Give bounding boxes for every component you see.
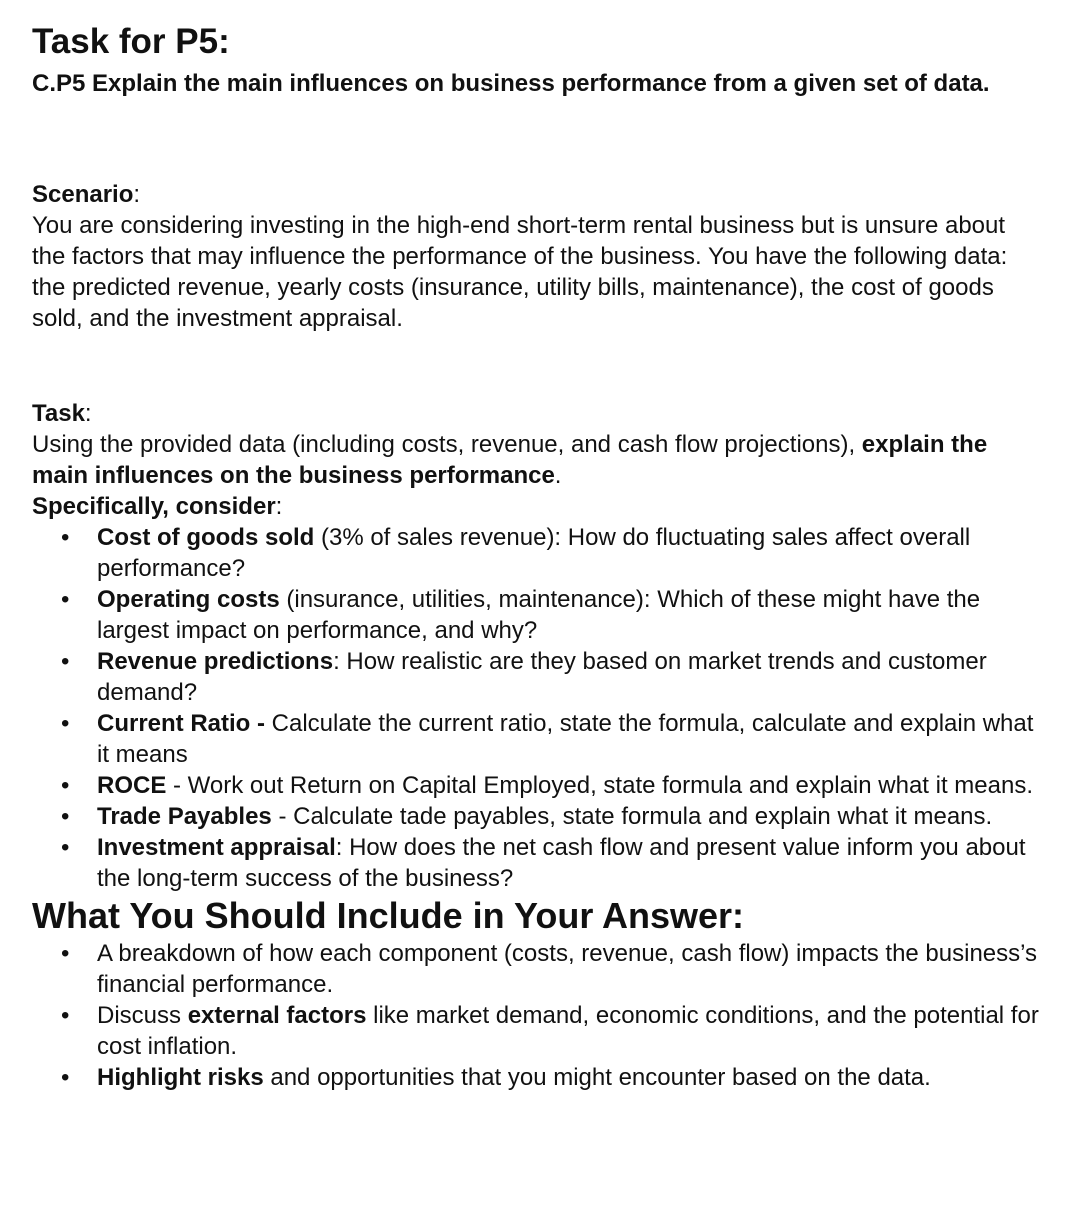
page-title: Task for P5:: [32, 22, 230, 61]
list-item-text: (3% of sales revenue): How do fluctuating sales affect overall performance?: [97, 524, 971, 582]
scenario-section: [32, 179, 1050, 334]
task-label: Task:: [32, 400, 92, 427]
scenario-text: You are considering investing in the high-end short-term rental business but is unsure about the factors that may influence the performance of the business. You have the following data: the predicted revenue, yearly costs (insurance, utility bills, maintenance), the cost of goods sold, and the investment appraisal.: [32, 212, 1008, 332]
list-item: • Discuss external factors like market demand, economic conditions, and the potential for cost inflation.: [61, 1002, 1039, 1060]
list-item: • Revenue predictions: How realistic are they based on market trends and customer demand?: [61, 648, 987, 706]
list-item: • A breakdown of how each component (costs, revenue, cash flow) impacts the business’s financial performance.: [61, 940, 1038, 998]
list-item-bold: Operating costs: [97, 586, 280, 613]
scenario-label: Scenario:: [32, 181, 141, 208]
task-section: [32, 398, 1050, 894]
list-item: • ROCE - Work out Return on Capital Employed, state formula and explain what it means.: [61, 772, 1033, 799]
list-item: • Investment appraisal: How does the net cash flow and present value inform you about the long-term success of the business?: [61, 834, 1026, 892]
consider-label: [32, 491, 1042, 522]
list-item: • Trade Payables - Calculate tade payables, state formula and explain what it means.: [61, 803, 993, 830]
criterion-heading: C.P5 Explain the main influences on business performance from a given set of data.: [32, 70, 990, 97]
consider-colon: :: [275, 493, 283, 520]
list-item-bold: Cost of goods sold: [97, 524, 315, 551]
task-intro-text: Using the provided data (including costs, revenue, and cash flow projections),: [32, 431, 856, 458]
list-item-text: and opportunities that you might encounter based on the data.: [263, 1064, 931, 1091]
include-heading: What You Should Include in Your Answer:: [32, 895, 745, 936]
list-item-text: - Work out Return on Capital Employed, state formula and explain what it means.: [166, 772, 1033, 799]
list-item-bold: Current Ratio -: [97, 710, 265, 737]
list-item-pre: Discuss: [97, 1002, 188, 1029]
list-item-bold: Highlight risks: [97, 1064, 264, 1091]
list-item-bold: Trade Payables: [97, 803, 272, 830]
list-item: • Highlight risks and opportunities that you might encounter based on the data.: [61, 1064, 931, 1091]
consider-list: [32, 522, 1050, 894]
task-intro-bold: explain the main influences on the business performance: [32, 431, 988, 489]
list-item-bold: Investment appraisal: [97, 834, 336, 861]
list-item-bold: external factors: [187, 1002, 367, 1029]
list-item-text: - Calculate tade payables, state formula and explain what it means.: [271, 803, 993, 830]
task-label-text: Task: [32, 400, 85, 427]
list-item-text: (insurance, utilities, maintenance): Which of these might have the largest impact on performance, and why?: [97, 586, 981, 644]
include-list: [32, 938, 1050, 1093]
consider-label-text: Specifically, consider: [32, 493, 276, 520]
task-intro-end: .: [554, 462, 562, 489]
list-item-text: : How does the net cash flow and present value inform you about the long-term success of the business?: [97, 834, 1026, 892]
list-item-text: Calculate the current ratio, state the formula, calculate and explain what it means: [97, 710, 1034, 768]
list-item-bold: Revenue predictions: [97, 648, 334, 675]
task-intro: [32, 429, 1042, 491]
list-item-text: like market demand, economic conditions, and the potential for cost inflation.: [97, 1002, 1039, 1060]
list-item-bold: ROCE: [97, 772, 167, 799]
list-item: • Current Ratio - Calculate the current ratio, state the formula, calculate and explain what it means: [61, 710, 1034, 768]
list-item-text: : How realistic are they based on market trends and customer demand?: [97, 648, 987, 706]
list-item: • Cost of goods sold (3% of sales revenue): How do fluctuating sales affect overall performance?: [61, 524, 971, 582]
list-item: • Operating costs (insurance, utilities, maintenance): Which of these might have the largest impact on performance, and why?: [61, 586, 981, 644]
scenario-label-text: Scenario: [32, 181, 134, 208]
list-item-text: A breakdown of how each component (costs, revenue, cash flow) impacts the business’s financial performance.: [97, 940, 1038, 998]
